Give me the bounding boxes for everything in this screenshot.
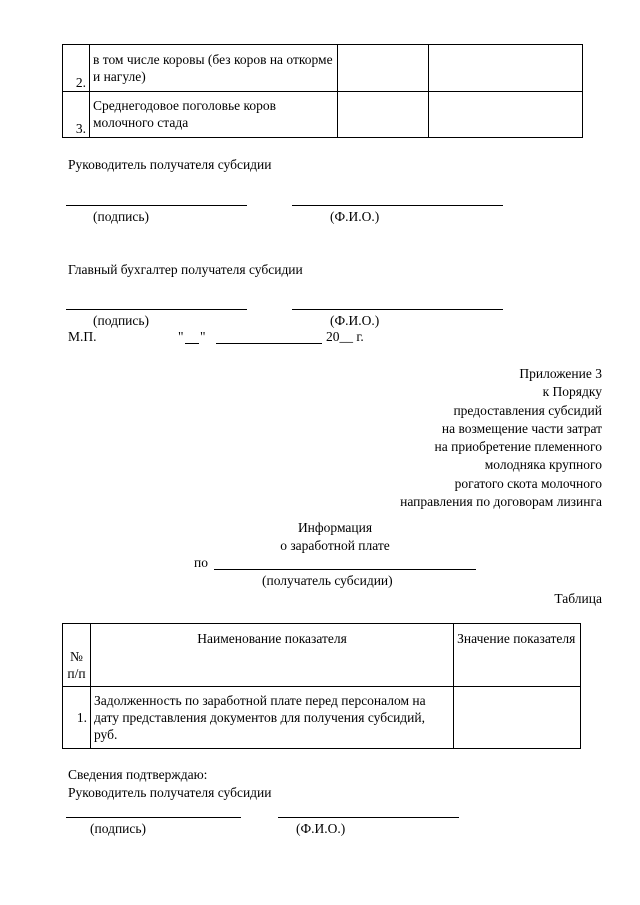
- confirm-title: Руководитель получателя субсидии: [68, 785, 272, 800]
- date-month-line: [216, 343, 322, 344]
- table-label: Таблица: [554, 591, 602, 606]
- table-row: [63, 45, 583, 92]
- header-num: № п/п: [63, 624, 91, 687]
- name-label: (Ф.И.О.): [330, 313, 380, 328]
- appendix-line: молодняка крупного: [484, 457, 602, 473]
- value-cell: [429, 45, 583, 92]
- appendix-line: на приобретение племенного: [434, 439, 602, 455]
- appendix-line: к Порядку: [542, 384, 602, 400]
- signature-title: Руководитель получателя субсидии: [68, 157, 272, 172]
- header-name: Наименование показателя: [90, 624, 453, 687]
- confirm-text: Сведения подтверждаю:: [68, 767, 208, 782]
- value-cell: [337, 45, 429, 92]
- name-line: [292, 309, 503, 310]
- salary-table: [62, 623, 581, 749]
- top-table: [62, 44, 583, 138]
- accountant-title: Главный бухгалтер получателя субсидии: [68, 262, 303, 277]
- info-by: по: [194, 555, 208, 570]
- table-row: [63, 92, 583, 138]
- sign-label: (подпись): [93, 209, 150, 224]
- appendix-line: предоставления субсидий: [453, 402, 602, 418]
- appendix-line: направления по договорам лизинга: [400, 494, 602, 510]
- signature-line: [66, 309, 247, 310]
- date-quote-close: ": [200, 329, 206, 344]
- info-title: Информация: [297, 520, 373, 535]
- name-line: [278, 817, 459, 818]
- sign-label: (подпись): [93, 313, 150, 328]
- row-number: 2.: [63, 45, 90, 92]
- signature-line: [66, 817, 241, 818]
- recipient-label: (получатель субсидии): [262, 573, 393, 588]
- value-cell: [337, 92, 429, 138]
- recipient-line: [214, 569, 476, 570]
- row-number: 1.: [63, 687, 91, 749]
- appendix-line: Приложение 3: [519, 366, 602, 381]
- row-text: в том числе коровы (без коров на откорме и нагуле): [89, 45, 337, 92]
- signature-line: [66, 205, 247, 206]
- row-number: 3.: [63, 92, 90, 138]
- value-cell: [429, 92, 583, 138]
- header-value: Значение показателя: [454, 624, 581, 687]
- date-day-line: [185, 343, 199, 344]
- table-header-row: [63, 624, 581, 687]
- name-line: [292, 205, 503, 206]
- name-label: (Ф.И.О.): [296, 821, 346, 836]
- sign-label: (подпись): [90, 821, 147, 836]
- date-quote-open: ": [178, 329, 184, 344]
- name-label: (Ф.И.О.): [330, 209, 380, 224]
- row-text: Среднегодовое поголовье коров молочного стада: [89, 92, 337, 138]
- appendix-line: на возмещение части затрат: [441, 420, 602, 436]
- appendix-header: [400, 365, 602, 511]
- value-cell: [454, 687, 581, 749]
- stamp-label: М.П.: [68, 329, 97, 344]
- row-text: Задолженность по заработной плате перед персоналом на дату представления документов для получения субсидий, руб.: [90, 687, 453, 749]
- info-subtitle: о заработной плате: [280, 538, 390, 553]
- table-row: [63, 687, 581, 749]
- appendix-line: рогатого скота молочного: [454, 475, 602, 491]
- date-year: 20__ г.: [326, 329, 364, 344]
